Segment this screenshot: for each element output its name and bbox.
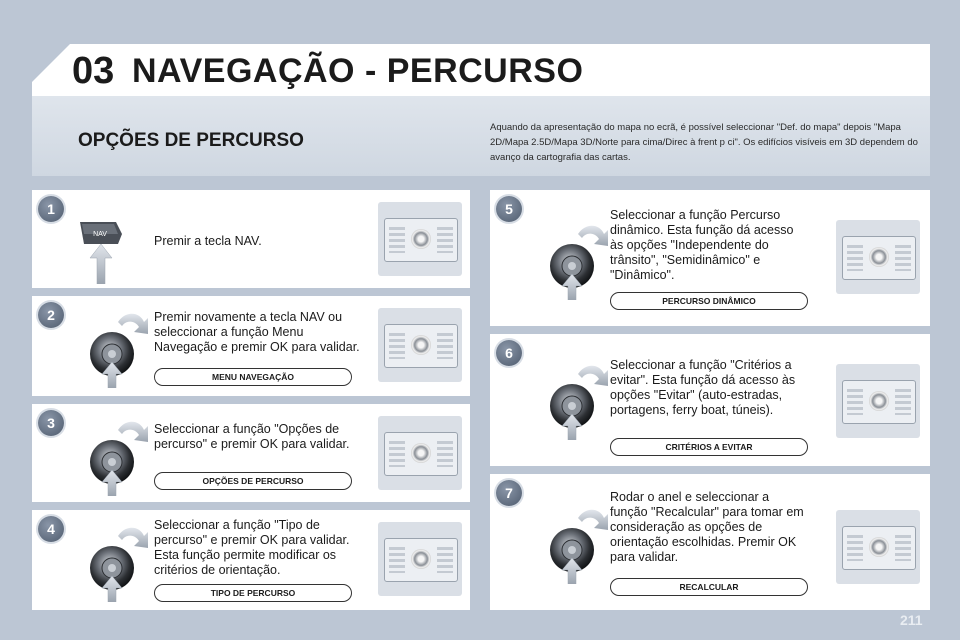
section-subtitle: OPÇÕES DE PERCURSO: [78, 130, 304, 151]
step-panel-4: [32, 510, 470, 610]
menu-label-badge: TIPO DE PERCURSO: [154, 584, 352, 602]
rotary-knob-icon: [82, 416, 154, 496]
step-panel-3: [32, 404, 470, 502]
step-instruction: Seleccionar a função "Critérios a evitar". Esta função dá acesso às opções "Evitar" (auto-estradas, portagens, ferry boat, túneis).: [610, 358, 796, 417]
chapter-number: 03: [72, 50, 115, 92]
page-title: NAVEGAÇÃO - PERCURSO: [132, 52, 584, 90]
step-badge: 3: [38, 410, 64, 436]
step-instruction: Premir a tecla NAV.: [154, 234, 262, 248]
step-instruction: Seleccionar a função "Tipo de percurso" e premir OK para validar. Esta função permite modificar os critérios de orientação.: [154, 518, 350, 577]
step-instruction: Seleccionar a função Percurso dinâmico. Esta função dá acesso às opções "Independente do trânsito", "Semidinâmico" e "Dinâmico".: [610, 208, 794, 282]
radio-console-image: [378, 522, 462, 596]
menu-label-badge: OPÇÕES DE PERCURSO: [154, 472, 352, 490]
step-panel-5: [490, 190, 930, 326]
step-badge: 2: [38, 302, 64, 328]
rotary-knob-icon: [542, 360, 614, 440]
radio-console-image: [836, 220, 920, 294]
rotary-knob-icon: [82, 522, 154, 602]
step-badge: 1: [38, 196, 64, 222]
step-panel-7: [490, 474, 930, 610]
step-instruction: Seleccionar a função "Opções de percurso" e premir OK para validar.: [154, 422, 350, 451]
step-panel-2: [32, 296, 470, 396]
svg-text:NAV: NAV: [93, 231, 107, 238]
radio-console-image: [378, 308, 462, 382]
rotary-knob-icon: [82, 308, 154, 388]
rotary-knob-icon: [542, 504, 614, 584]
nav-button-icon: [74, 204, 128, 284]
step-badge: 4: [38, 516, 64, 542]
page-number: 211: [900, 612, 923, 628]
step-badge: 6: [496, 340, 522, 366]
menu-label-badge: RECALCULAR: [610, 578, 808, 596]
step-badge: 7: [496, 480, 522, 506]
step-panel-6: [490, 334, 930, 466]
rotary-knob-icon: [542, 220, 614, 300]
step-panel-1: [32, 190, 470, 288]
intro-paragraph: Aquando da apresentação do mapa no ecrã, é possível seleccionar "Def. do mapa" depois "Mapa 2D/Mapa 2.5D/Mapa 3D/Norte para cima/Direc à frent p ci". Os edifícios visíveis em 3D dependem do avanço da cartografia das cartas.: [490, 122, 918, 163]
step-instruction: Premir novamente a tecla NAV ou seleccionar a função Menu Navegação e premir OK para validar.: [154, 310, 360, 354]
radio-console-image: [378, 202, 462, 276]
menu-label-badge: CRITÉRIOS A EVITAR: [610, 438, 808, 456]
menu-label-badge: MENU NAVEGAÇÃO: [154, 368, 352, 386]
radio-console-image: [378, 416, 462, 490]
step-instruction: Rodar o anel e seleccionar a função "Recalcular" para tomar em consideração as opções de orientação escolhidas. Premir OK para validar.: [610, 490, 804, 564]
step-badge: 5: [496, 196, 522, 222]
radio-console-image: [836, 510, 920, 584]
menu-label-badge: PERCURSO DINÂMICO: [610, 292, 808, 310]
radio-console-image: [836, 364, 920, 438]
